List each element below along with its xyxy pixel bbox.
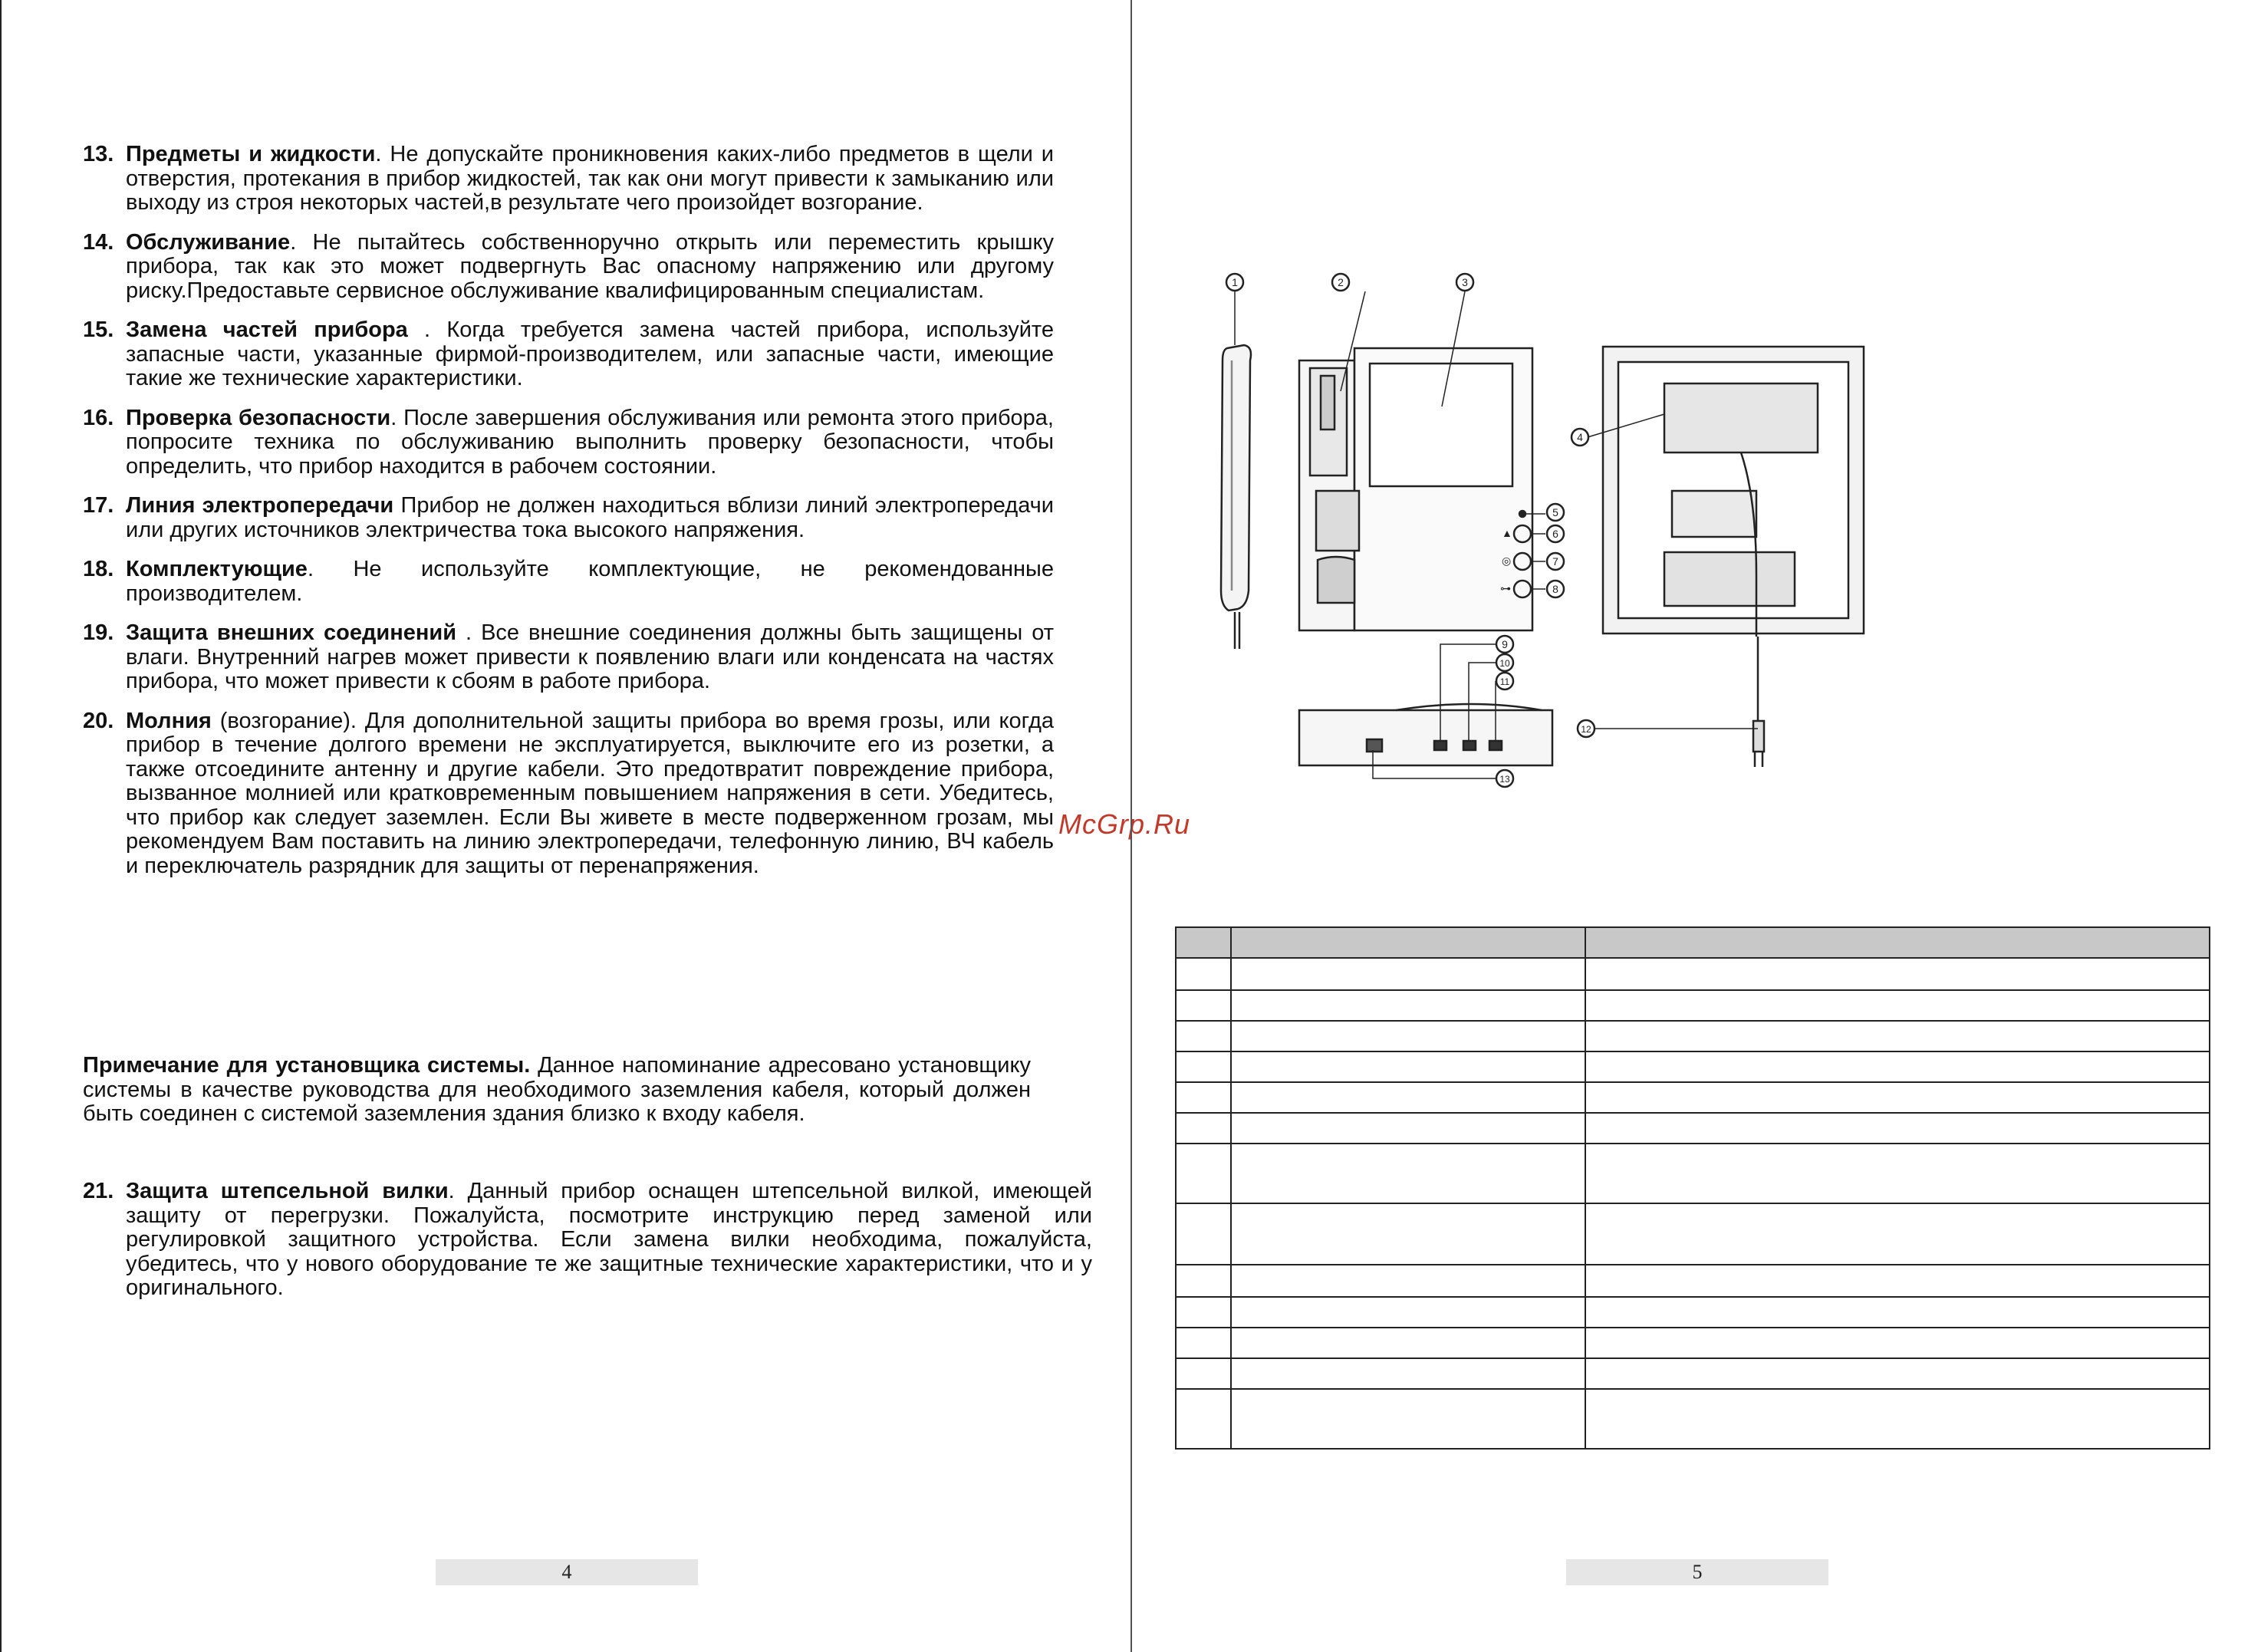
instruction-item-14 xyxy=(83,231,1054,304)
item-title: Защита внешних соединений xyxy=(126,620,457,645)
item-title: Обслуживание xyxy=(126,229,291,255)
callout-10 xyxy=(1496,654,1513,671)
device-diagram xyxy=(1204,268,1894,805)
item-title: Молния xyxy=(126,708,212,733)
table-row xyxy=(1176,1082,2210,1113)
svg-text:7: 7 xyxy=(1552,555,1558,568)
item-text: . Данный прибор оснащен штепсельной вилкой, имеющей защиту от перегрузки. Пожалуйста, посмотрите инструкцию перед заменой или регулировкой защитного устройства. Если замена вилки необходима, пожалуйста, убедитесь, что у нового оборудование те же защитные технические характеристики, что и у оригинального. xyxy=(126,1179,1093,1300)
installer-note xyxy=(83,1054,1031,1127)
table-header-row xyxy=(1176,927,2210,958)
monitor-front-drawing xyxy=(1299,348,1532,630)
item-text: Прибор не должен находиться вблизи линий электропередачи или других источников электричества тока высокого напряжения. xyxy=(126,493,1054,542)
item-text: . Когда требуется замена частей прибора, используйте запасные части, указанные фирмой-производителем, или запасные части, имеющие такие же технические характеристики. xyxy=(126,318,1054,390)
table-row xyxy=(1176,1297,2210,1328)
page-number-right: 5 xyxy=(1566,1559,1828,1585)
svg-text:9: 9 xyxy=(1502,638,1508,650)
instruction-item-15 xyxy=(83,318,1054,391)
callout-11 xyxy=(1496,673,1513,689)
note-text: Данное напоминание адресовано установщику системы в качестве руководства для необходимого заземления кабеля, который должен быть соединен с системой заземления здания близко к входу кабеля. xyxy=(83,1053,1031,1126)
instruction-item-21 xyxy=(83,1180,1092,1301)
callout-1 xyxy=(1226,274,1243,291)
note-title: Примечание для установщика системы. xyxy=(83,1053,531,1078)
svg-text:8: 8 xyxy=(1552,583,1558,595)
item-title: Защита штепсельной вилки xyxy=(126,1179,449,1203)
svg-text:◎: ◎ xyxy=(1502,555,1512,567)
svg-text:3: 3 xyxy=(1462,276,1468,288)
callout-8 xyxy=(1547,581,1564,597)
table-row xyxy=(1176,1389,2210,1449)
item-text: . Все внешние соединения должны быть защищены от влаги. Внутренний нагрев может привести к появлению влаги или конденсата на частях прибора, что может привести к сбоям в работе прибора. xyxy=(126,620,1054,693)
item-text: (возгорание). Для дополнительной защиты прибора во время грозы, или когда прибор в течение долгого времени не эксплуатируется, выключите его из розетки, а также отсоедините антенну и другие кабели. Это предотвратит повреждение прибора, вызванное молнией или кратковременным повышением напряжения в сети. Убедитесь, что прибор как следует заземлен. Если Вы живете в месте подверженном грозам, мы рекомендуем Вам поставить на линию электропередачи, телефонную линию, ВЧ кабель и переключатель разрядник для защиты от перенапряжения. xyxy=(126,708,1054,878)
table-row xyxy=(1176,1021,2210,1051)
item-number: 21. xyxy=(83,1179,114,1203)
callout-label: 1 xyxy=(1232,276,1238,288)
left-page xyxy=(0,0,1130,1652)
svg-text:11: 11 xyxy=(1499,676,1510,687)
callout-7 xyxy=(1547,553,1564,570)
instruction-item-17 xyxy=(83,494,1054,542)
table-row xyxy=(1176,1265,2210,1297)
callout-12 xyxy=(1578,720,1595,737)
monitor-back-drawing xyxy=(1603,347,1864,767)
svg-text:2: 2 xyxy=(1338,276,1344,288)
item-title: Проверка безопасности xyxy=(126,405,391,430)
item-number: 15. xyxy=(83,318,114,342)
callout-5 xyxy=(1547,504,1564,521)
watermark: McGrp.Ru xyxy=(1058,808,1191,840)
item-number: 16. xyxy=(83,405,114,430)
table-row xyxy=(1176,1203,2210,1265)
item-number: 17. xyxy=(83,493,114,518)
svg-text:10: 10 xyxy=(1499,658,1510,669)
handset-drawing xyxy=(1221,288,1251,649)
item-text: . После завершения обслуживания или ремонта этого прибора, попросите техника по обслуживанию выполнить проверку безопасности, чтобы определить, что прибор находится в рабочем состоянии. xyxy=(126,405,1054,479)
svg-text:6: 6 xyxy=(1552,528,1558,540)
svg-text:13: 13 xyxy=(1499,774,1510,785)
item-title: Замена частей прибора xyxy=(126,318,408,342)
instruction-item-16 xyxy=(83,406,1054,479)
monitor-bottom-drawing xyxy=(1299,704,1552,765)
table-row xyxy=(1176,1358,2210,1389)
item-number: 14. xyxy=(83,229,114,255)
svg-text:12: 12 xyxy=(1581,724,1591,735)
item-number: 19. xyxy=(83,620,114,645)
callout-13 xyxy=(1496,770,1513,787)
page-number-left: 4 xyxy=(436,1559,698,1585)
callout-3 xyxy=(1456,274,1473,291)
svg-text:▲: ▲ xyxy=(1502,527,1512,539)
item-text: . Не пытайтесь собственноручно открыть или переместить крышку прибора, так как это может подвергнуть Вас опасному напряжению или другому риску.Предоставьте сервисное обслуживание квалифицированным специалистам. xyxy=(126,229,1054,303)
item-text: . Не допускайте проникновения каких-либо предметов в щели и отверстия, протекания в прибор жидкостей, так как они могут привести к замыканию или выходу из строя некоторых частей,в результате чего произойдет возгорание. xyxy=(126,142,1054,215)
callout-2 xyxy=(1332,274,1349,291)
item-number: 20. xyxy=(83,708,114,733)
item-title: Комплектующие xyxy=(126,557,308,581)
table-row xyxy=(1176,1051,2210,1082)
svg-text:⊶: ⊶ xyxy=(1500,582,1511,594)
item-number: 13. xyxy=(83,142,114,166)
item-number: 18. xyxy=(83,557,114,581)
item-title: Линия электропередачи xyxy=(126,493,394,518)
table-row xyxy=(1176,1113,2210,1144)
item-text: . Не используйте комплектующие, не рекомендованные производителем. xyxy=(126,557,1054,606)
instruction-item-19 xyxy=(83,621,1054,694)
table-row xyxy=(1176,990,2210,1021)
specification-table xyxy=(1175,926,2210,1450)
callout-9 xyxy=(1496,636,1513,653)
instruction-item-20 xyxy=(83,709,1054,879)
instruction-item-13 xyxy=(83,143,1054,216)
item-title: Предметы и жидкости xyxy=(126,142,376,166)
svg-text:4: 4 xyxy=(1577,431,1583,443)
safety-instructions-list xyxy=(83,143,1054,893)
svg-text:5: 5 xyxy=(1552,506,1558,518)
callout-6 xyxy=(1547,525,1564,542)
table-row xyxy=(1176,958,2210,990)
table-row xyxy=(1176,1328,2210,1358)
callout-4 xyxy=(1572,429,1588,446)
table-row xyxy=(1176,1144,2210,1203)
instruction-item-18 xyxy=(83,558,1054,606)
